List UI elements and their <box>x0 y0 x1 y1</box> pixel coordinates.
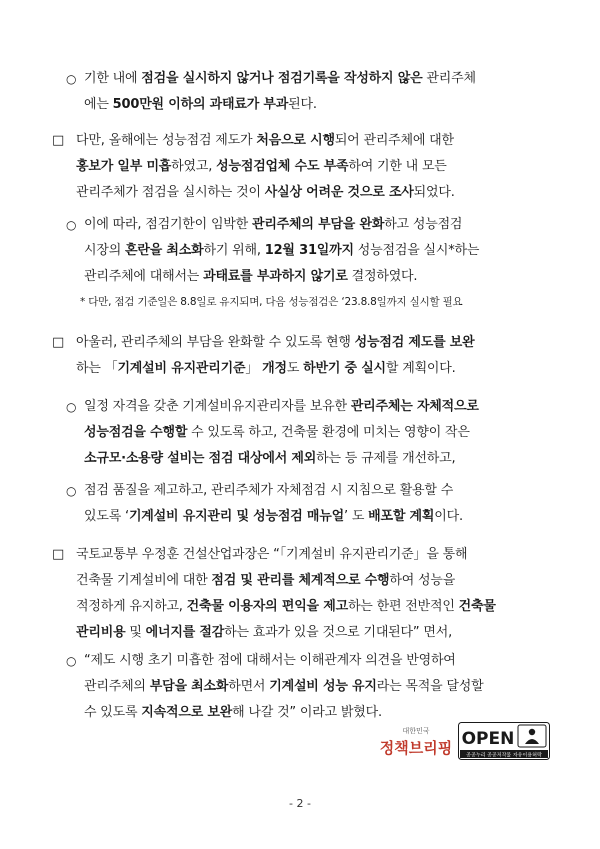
paragraph-text <box>76 330 552 382</box>
body-text: 된다. <box>288 97 317 112</box>
body-text: 하기 위해, <box>203 243 265 258</box>
emphasis-text: 점검 및 관리를 체계적으로 수행 <box>211 573 390 588</box>
body-text: 이에 따라, 점검기한이 임박한 <box>84 217 252 232</box>
emphasis-text: 500만원 이하의 과태료가 부과 <box>112 97 289 112</box>
emphasis-text: 하반기 중 실시 <box>303 361 386 376</box>
body-text: 해 나갈 것” 이라고 밝혔다. <box>232 705 382 720</box>
body-text: 있도록 ‘ <box>84 509 129 524</box>
policy-logo-main-text: 정책브리핑 <box>379 739 453 757</box>
body-text: 」 <box>245 361 263 376</box>
emphasis-text: 건축물 이용자의 편익을 제고 <box>186 599 348 614</box>
body-text: 하는 등 규제를 개선하고, <box>316 451 456 466</box>
emphasis-text: 홍보가 일부 미흡 <box>76 159 172 174</box>
bullet-circle: ○ <box>66 654 77 668</box>
body-text: 관리주체에 대해서는 <box>84 269 204 284</box>
paragraph-2 <box>52 128 552 206</box>
emphasis-text: 지속적으로 보완 <box>141 705 233 720</box>
body-text: 되었다. <box>413 185 455 200</box>
emphasis-text: 기계설비 성능 유지 <box>269 679 377 694</box>
body-text: 하는 효과가 있을 것으로 기대된다” 면서, <box>224 625 453 640</box>
bullet-square: □ <box>52 335 65 350</box>
body-text: 하고 성능점검 <box>384 217 463 232</box>
body-text: 건축물 기계설비에 대한 <box>76 573 212 588</box>
body-text: 기한 내에 <box>84 71 142 86</box>
body-text: 및 <box>125 625 146 640</box>
body-text: 하는 한편 전반적인 <box>347 599 459 614</box>
paragraph-8 <box>52 648 552 726</box>
body-text: 라는 목적을 달성할 <box>376 679 484 694</box>
body-text: 에는 <box>84 97 113 112</box>
emphasis-text: 처음으로 시행 <box>256 133 335 148</box>
paragraph-4 <box>52 330 552 382</box>
body-text: 도 <box>286 361 304 376</box>
body-text: 시장의 <box>84 243 126 258</box>
emphasis-text: 관리주체의 부담을 완화 <box>251 217 385 232</box>
body-text: 관리주체가 점검을 실시하는 것이 <box>76 185 265 200</box>
emphasis-text: 성능점검 제도를 보완 <box>354 335 475 350</box>
paragraph-1 <box>52 66 552 118</box>
paragraph-7 <box>52 542 552 646</box>
page-number: - 2 - <box>289 797 311 810</box>
open-logo-sub-text: 공공누리 공공저작물 자유이용허락 <box>466 752 542 759</box>
emphasis-text: 12월 31일까지 <box>264 243 354 258</box>
emphasis-text: 개정 <box>262 361 287 376</box>
body-text: 국토교통부 우정훈 건설산업과장은 “「기계설비 유지관리기준」을 통해 <box>76 547 468 562</box>
body-text: 되어 관리주체에 대한 <box>334 133 454 148</box>
body-text: “제도 시행 초기 미흡한 점에 대해서는 이해관계자 의견을 반영하여 <box>84 653 456 668</box>
body-text: 점검 품질을 제고하고, 관리주체가 자체점검 시 지침으로 활용할 수 <box>84 483 454 498</box>
footer-logos <box>378 722 550 760</box>
paragraph-3 <box>52 212 552 290</box>
emphasis-text: 에너지를 절감 <box>145 625 225 640</box>
emphasis-text: 성능점검업체 수도 부족 <box>216 159 349 174</box>
paragraph-text <box>84 66 552 118</box>
emphasis-text: 관리비용 <box>76 625 126 640</box>
paragraph-5 <box>52 394 552 472</box>
bullet-circle: ○ <box>66 218 77 232</box>
body-text: 하면서 <box>228 679 270 694</box>
paragraph-text <box>76 542 552 646</box>
paragraph-text <box>84 648 552 726</box>
emphasis-text: 과태료를 부과하지 않기로 <box>203 269 348 284</box>
emphasis-text: 사실상 어려운 것으로 조사 <box>264 185 414 200</box>
bullet-square: □ <box>52 547 65 562</box>
policy-logo-small-text: 대한민국 <box>402 727 430 735</box>
body-text: 할 계획이다. <box>385 361 456 376</box>
footnote: * 다만, 점검 기준일은 8.8일로 유지되며, 다음 성능점검은 ‘23.8.8일까지 실시할 필요 <box>80 296 463 308</box>
emphasis-text: 기계설비 유지관리기준 <box>117 361 246 376</box>
emphasis-text: 성능점검을 수행할 <box>84 425 188 440</box>
body-text: 아울러, 관리주체의 부담을 완화할 수 있도록 현행 <box>76 335 355 350</box>
body-text: 결정하였다. <box>347 269 418 284</box>
body-text: 성능점검을 실시*하는 <box>353 243 480 258</box>
emphasis-text: 기계설비 유지관리 및 성능점검 매뉴얼 <box>128 509 344 524</box>
body-text: 하는 「 <box>76 361 118 376</box>
emphasis-text: 소규모·소용량 설비는 점검 대상에서 제외 <box>84 451 317 466</box>
person-icon <box>529 729 535 735</box>
body-text: 이다. <box>434 509 463 524</box>
body-text: 다만, 올해에는 성능점검 제도가 <box>76 133 257 148</box>
body-text: ’ 도 <box>344 509 369 524</box>
emphasis-text: 건축물 <box>458 599 496 614</box>
body-text: 관리주체 <box>422 71 476 86</box>
bullet-square: □ <box>52 133 65 148</box>
paragraph-text <box>84 394 552 472</box>
body-text: 수 있도록 <box>84 705 142 720</box>
paragraph-text <box>76 128 552 206</box>
paragraph-6 <box>52 478 552 530</box>
emphasis-text: 관리주체는 자체적으로 <box>350 399 479 414</box>
bullet-circle: ○ <box>66 400 77 414</box>
body-text: 수 있도록 하고, 건축물 환경에 미치는 영향이 작은 <box>187 425 470 440</box>
open-logo-main-text: OPEN <box>461 729 515 749</box>
emphasis-text: 혼란을 최소화 <box>125 243 204 258</box>
body-text: 하여 기한 내 모든 <box>348 159 447 174</box>
paragraph-text <box>84 212 552 290</box>
emphasis-text: 부담을 최소화 <box>149 679 229 694</box>
paragraph-text <box>84 478 552 530</box>
body-text: 적정하게 유지하고, <box>76 599 187 614</box>
emphasis-text: 배포할 계획 <box>368 509 435 524</box>
emphasis-text: 점검을 실시하지 않거나 점검기록을 작성하지 않은 <box>141 71 423 86</box>
body-text: 하였고, <box>171 159 217 174</box>
body-text: 하여 성능을 <box>389 573 456 588</box>
body-text: 일정 자격을 갖춘 기계설비유지관리자를 보유한 <box>84 399 351 414</box>
body-text: 관리주체의 <box>84 679 150 694</box>
policy-briefing-logo <box>378 722 454 760</box>
bullet-circle: ○ <box>66 484 77 498</box>
open-license-logo <box>458 722 550 760</box>
bullet-circle: ○ <box>66 72 77 86</box>
